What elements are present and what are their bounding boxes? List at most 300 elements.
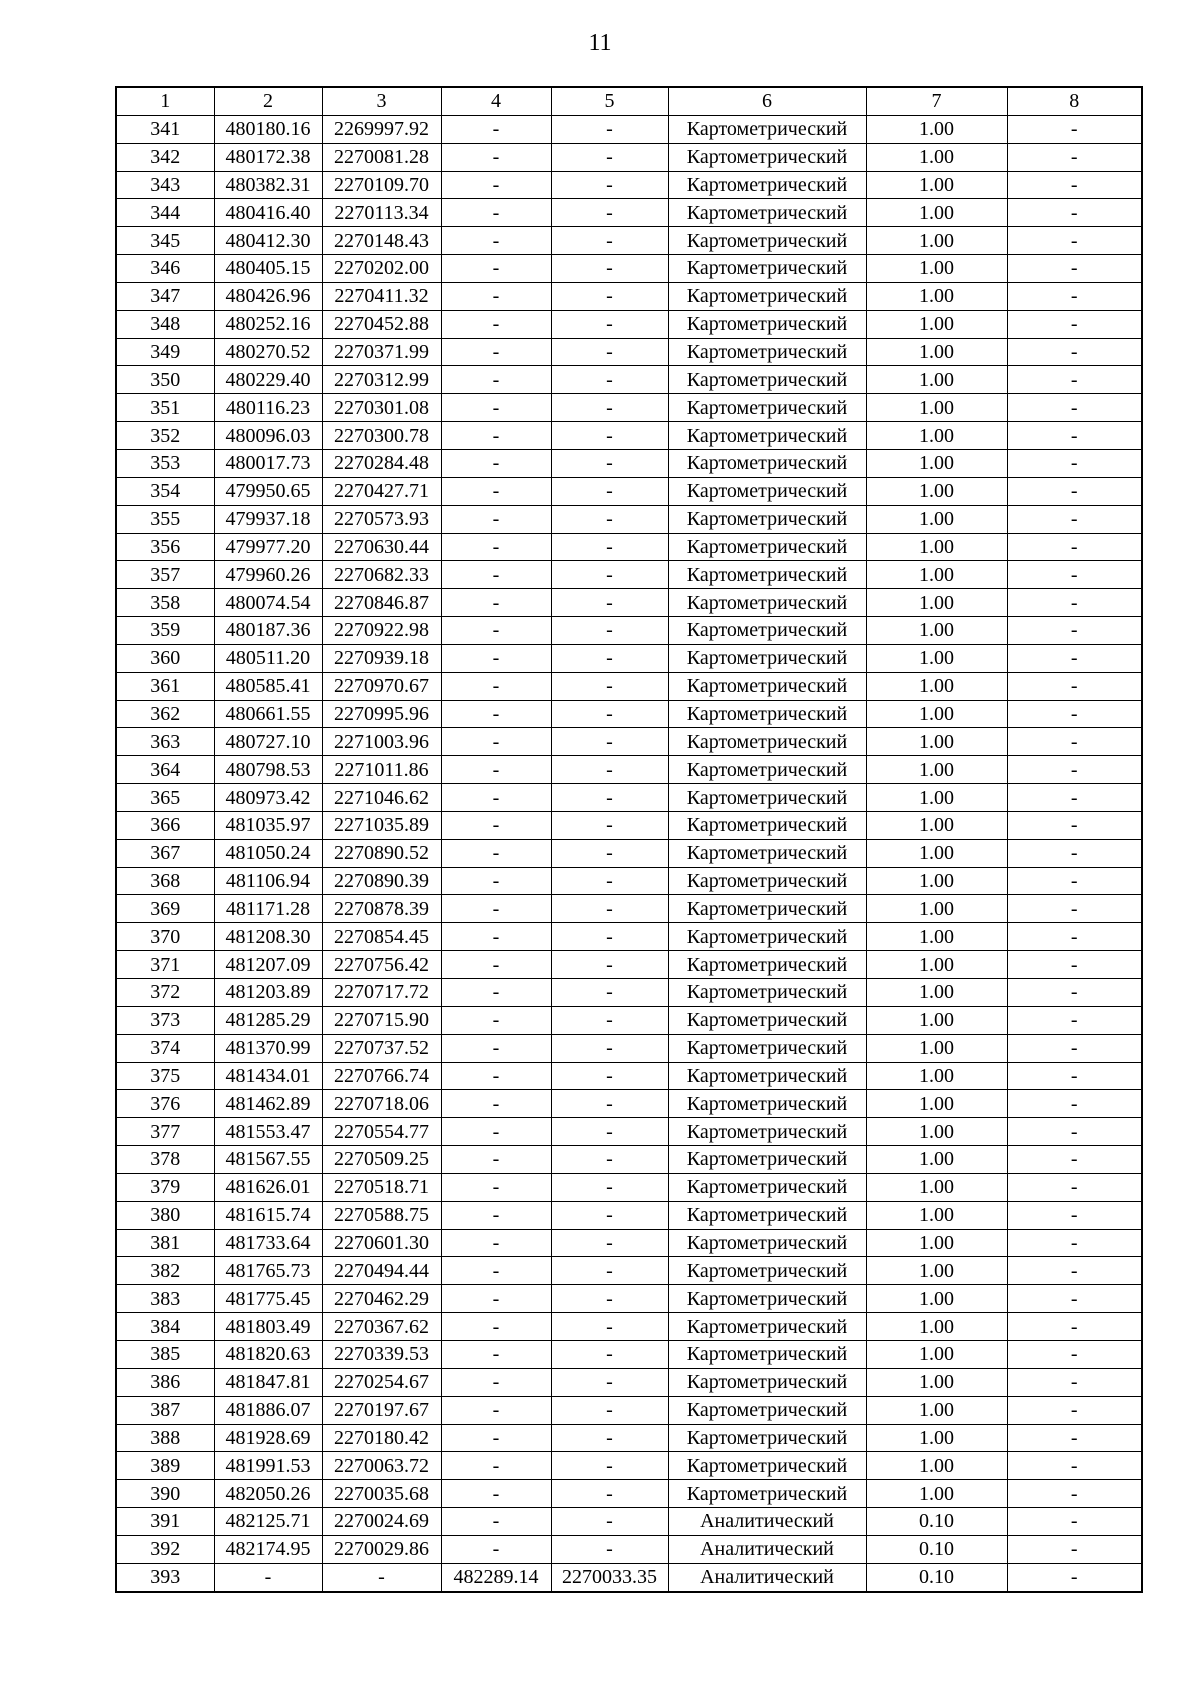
note-cell: - <box>1007 449 1142 477</box>
y-new-coordinate-cell: - <box>551 199 668 227</box>
table-row <box>116 867 1142 895</box>
y-coordinate-cell: - <box>322 1563 441 1591</box>
note-cell: - <box>1007 784 1142 812</box>
x-coordinate-cell: 482174.95 <box>214 1535 322 1563</box>
table-row <box>116 338 1142 366</box>
accuracy-cell: 0.10 <box>866 1535 1007 1563</box>
table-row <box>116 1480 1142 1508</box>
x-coordinate-cell: 480798.53 <box>214 756 322 784</box>
method-cell: Картометрический <box>668 1146 866 1174</box>
note-cell: - <box>1007 310 1142 338</box>
table-row <box>116 644 1142 672</box>
table-row <box>116 227 1142 255</box>
method-cell: Картометрический <box>668 923 866 951</box>
x-new-coordinate-cell: - <box>441 1340 551 1368</box>
note-cell: - <box>1007 394 1142 422</box>
method-cell: Картометрический <box>668 1480 866 1508</box>
y-coordinate-cell: 2270718.06 <box>322 1090 441 1118</box>
x-coordinate-cell: 481928.69 <box>214 1424 322 1452</box>
note-cell: - <box>1007 1508 1142 1536</box>
table-body <box>116 115 1142 1591</box>
note-cell: - <box>1007 1480 1142 1508</box>
y-new-coordinate-cell: - <box>551 979 668 1007</box>
y-coordinate-cell: 2270284.48 <box>322 449 441 477</box>
y-coordinate-cell: 2270630.44 <box>322 533 441 561</box>
x-coordinate-cell: 482125.71 <box>214 1508 322 1536</box>
y-new-coordinate-cell: - <box>551 561 668 589</box>
y-new-coordinate-cell: - <box>551 505 668 533</box>
accuracy-cell: 1.00 <box>866 338 1007 366</box>
method-cell: Картометрический <box>668 756 866 784</box>
y-new-coordinate-cell: - <box>551 477 668 505</box>
y-new-coordinate-cell: - <box>551 589 668 617</box>
accuracy-cell: 1.00 <box>866 1062 1007 1090</box>
y-new-coordinate-cell: - <box>551 310 668 338</box>
accuracy-cell: 1.00 <box>866 784 1007 812</box>
note-cell: - <box>1007 1229 1142 1257</box>
table-row <box>116 839 1142 867</box>
y-coordinate-cell: 2270081.28 <box>322 143 441 171</box>
note-cell: - <box>1007 1368 1142 1396</box>
y-new-coordinate-cell: - <box>551 895 668 923</box>
method-cell: Картометрический <box>668 1452 866 1480</box>
x-coordinate-cell: 481208.30 <box>214 923 322 951</box>
y-new-coordinate-cell: - <box>551 756 668 784</box>
table-row <box>116 895 1142 923</box>
x-new-coordinate-cell: 482289.14 <box>441 1563 551 1591</box>
x-coordinate-cell: 480074.54 <box>214 589 322 617</box>
note-cell: - <box>1007 923 1142 951</box>
table-row <box>116 1340 1142 1368</box>
point-number-cell: 347 <box>116 282 214 310</box>
x-coordinate-cell: 480187.36 <box>214 617 322 645</box>
x-coordinate-cell: 480661.55 <box>214 700 322 728</box>
y-coordinate-cell: 2270518.71 <box>322 1173 441 1201</box>
point-number-cell: 392 <box>116 1535 214 1563</box>
method-cell: Картометрический <box>668 1034 866 1062</box>
x-coordinate-cell: 481733.64 <box>214 1229 322 1257</box>
note-cell: - <box>1007 811 1142 839</box>
accuracy-cell: 1.00 <box>866 1340 1007 1368</box>
y-coordinate-cell: 2271035.89 <box>322 811 441 839</box>
method-cell: Картометрический <box>668 449 866 477</box>
column-header-4: 4 <box>441 87 551 115</box>
y-new-coordinate-cell: - <box>551 1173 668 1201</box>
x-coordinate-cell: 480172.38 <box>214 143 322 171</box>
y-coordinate-cell: 2270890.39 <box>322 867 441 895</box>
note-cell: - <box>1007 1285 1142 1313</box>
table-row <box>116 143 1142 171</box>
y-new-coordinate-cell: - <box>551 811 668 839</box>
accuracy-cell: 0.10 <box>866 1563 1007 1591</box>
accuracy-cell: 1.00 <box>866 1257 1007 1285</box>
x-coordinate-cell: 480180.16 <box>214 115 322 143</box>
method-cell: Картометрический <box>668 700 866 728</box>
column-header-2: 2 <box>214 87 322 115</box>
table-row <box>116 1563 1142 1591</box>
point-number-cell: 376 <box>116 1090 214 1118</box>
x-new-coordinate-cell: - <box>441 1062 551 1090</box>
y-new-coordinate-cell: - <box>551 923 668 951</box>
accuracy-cell: 1.00 <box>866 811 1007 839</box>
y-new-coordinate-cell: - <box>551 867 668 895</box>
y-coordinate-cell: 2270024.69 <box>322 1508 441 1536</box>
note-cell: - <box>1007 477 1142 505</box>
note-cell: - <box>1007 143 1142 171</box>
method-cell: Картометрический <box>668 255 866 283</box>
y-coordinate-cell: 2270766.74 <box>322 1062 441 1090</box>
point-number-cell: 353 <box>116 449 214 477</box>
point-number-cell: 349 <box>116 338 214 366</box>
method-cell: Картометрический <box>668 366 866 394</box>
y-new-coordinate-cell: - <box>551 1201 668 1229</box>
method-cell: Аналитический <box>668 1508 866 1536</box>
y-coordinate-cell: 2270301.08 <box>322 394 441 422</box>
y-coordinate-cell: 2270682.33 <box>322 561 441 589</box>
accuracy-cell: 1.00 <box>866 672 1007 700</box>
method-cell: Картометрический <box>668 617 866 645</box>
table-row <box>116 533 1142 561</box>
x-new-coordinate-cell: - <box>441 1229 551 1257</box>
accuracy-cell: 0.10 <box>866 1508 1007 1536</box>
accuracy-cell: 1.00 <box>866 561 1007 589</box>
table-row <box>116 282 1142 310</box>
y-coordinate-cell: 2270970.67 <box>322 672 441 700</box>
point-number-cell: 380 <box>116 1201 214 1229</box>
method-cell: Картометрический <box>668 394 866 422</box>
note-cell: - <box>1007 1062 1142 1090</box>
method-cell: Картометрический <box>668 171 866 199</box>
accuracy-cell: 1.00 <box>866 394 1007 422</box>
table-row <box>116 449 1142 477</box>
accuracy-cell: 1.00 <box>866 255 1007 283</box>
table-row <box>116 1257 1142 1285</box>
table-row <box>116 255 1142 283</box>
note-cell: - <box>1007 255 1142 283</box>
point-number-cell: 350 <box>116 366 214 394</box>
x-new-coordinate-cell: - <box>441 1201 551 1229</box>
accuracy-cell: 1.00 <box>866 282 1007 310</box>
table-row <box>116 1424 1142 1452</box>
y-new-coordinate-cell: - <box>551 839 668 867</box>
x-coordinate-cell: 480116.23 <box>214 394 322 422</box>
note-cell: - <box>1007 895 1142 923</box>
method-cell: Картометрический <box>668 895 866 923</box>
method-cell: Картометрический <box>668 477 866 505</box>
x-new-coordinate-cell: - <box>441 1173 551 1201</box>
accuracy-cell: 1.00 <box>866 1285 1007 1313</box>
page-number: 11 <box>588 30 612 56</box>
point-number-cell: 386 <box>116 1368 214 1396</box>
accuracy-cell: 1.00 <box>866 1480 1007 1508</box>
y-new-coordinate-cell: - <box>551 700 668 728</box>
note-cell: - <box>1007 366 1142 394</box>
method-cell: Картометрический <box>668 784 866 812</box>
y-new-coordinate-cell: - <box>551 1006 668 1034</box>
x-new-coordinate-cell: - <box>441 923 551 951</box>
y-coordinate-cell: 2270312.99 <box>322 366 441 394</box>
method-cell: Картометрический <box>668 1396 866 1424</box>
x-coordinate-cell: 480096.03 <box>214 422 322 450</box>
y-new-coordinate-cell: - <box>551 1146 668 1174</box>
note-cell: - <box>1007 756 1142 784</box>
x-coordinate-cell: 479937.18 <box>214 505 322 533</box>
accuracy-cell: 1.00 <box>866 1118 1007 1146</box>
accuracy-cell: 1.00 <box>866 1313 1007 1341</box>
y-coordinate-cell: 2270717.72 <box>322 979 441 1007</box>
y-new-coordinate-cell: - <box>551 784 668 812</box>
accuracy-cell: 1.00 <box>866 756 1007 784</box>
table-row <box>116 672 1142 700</box>
method-cell: Картометрический <box>668 1285 866 1313</box>
point-number-cell: 342 <box>116 143 214 171</box>
y-new-coordinate-cell: - <box>551 115 668 143</box>
y-coordinate-cell: 2269997.92 <box>322 115 441 143</box>
method-cell: Картометрический <box>668 1229 866 1257</box>
point-number-cell: 374 <box>116 1034 214 1062</box>
table-row <box>116 366 1142 394</box>
x-coordinate-cell: 480412.30 <box>214 227 322 255</box>
x-coordinate-cell: 479977.20 <box>214 533 322 561</box>
accuracy-cell: 1.00 <box>866 617 1007 645</box>
x-new-coordinate-cell: - <box>441 199 551 227</box>
x-new-coordinate-cell: - <box>441 839 551 867</box>
y-coordinate-cell: 2270601.30 <box>322 1229 441 1257</box>
y-coordinate-cell: 2270180.42 <box>322 1424 441 1452</box>
y-new-coordinate-cell: - <box>551 1313 668 1341</box>
y-new-coordinate-cell: - <box>551 1229 668 1257</box>
note-cell: - <box>1007 1201 1142 1229</box>
x-new-coordinate-cell: - <box>441 1090 551 1118</box>
note-cell: - <box>1007 422 1142 450</box>
x-new-coordinate-cell: - <box>441 533 551 561</box>
accuracy-cell: 1.00 <box>866 700 1007 728</box>
y-coordinate-cell: 2270715.90 <box>322 1006 441 1034</box>
point-number-cell: 371 <box>116 951 214 979</box>
accuracy-cell: 1.00 <box>866 867 1007 895</box>
note-cell: - <box>1007 672 1142 700</box>
point-number-cell: 383 <box>116 1285 214 1313</box>
x-new-coordinate-cell: - <box>441 366 551 394</box>
method-cell: Картометрический <box>668 282 866 310</box>
point-number-cell: 365 <box>116 784 214 812</box>
table-row <box>116 115 1142 143</box>
accuracy-cell: 1.00 <box>866 115 1007 143</box>
accuracy-cell: 1.00 <box>866 644 1007 672</box>
note-cell: - <box>1007 1090 1142 1118</box>
note-cell: - <box>1007 979 1142 1007</box>
accuracy-cell: 1.00 <box>866 951 1007 979</box>
method-cell: Картометрический <box>668 1118 866 1146</box>
y-new-coordinate-cell: - <box>551 1452 668 1480</box>
method-cell: Картометрический <box>668 199 866 227</box>
note-cell: - <box>1007 589 1142 617</box>
y-new-coordinate-cell: - <box>551 449 668 477</box>
method-cell: Картометрический <box>668 533 866 561</box>
x-new-coordinate-cell: - <box>441 1535 551 1563</box>
x-coordinate-cell: 481462.89 <box>214 1090 322 1118</box>
table-row <box>116 422 1142 450</box>
x-coordinate-cell: 480416.40 <box>214 199 322 227</box>
y-coordinate-cell: 2270148.43 <box>322 227 441 255</box>
accuracy-cell: 1.00 <box>866 477 1007 505</box>
point-number-cell: 364 <box>116 756 214 784</box>
method-cell: Картометрический <box>668 589 866 617</box>
point-number-cell: 368 <box>116 867 214 895</box>
x-coordinate-cell: 481803.49 <box>214 1313 322 1341</box>
x-coordinate-cell: 480973.42 <box>214 784 322 812</box>
y-coordinate-cell: 2270371.99 <box>322 338 441 366</box>
note-cell: - <box>1007 1146 1142 1174</box>
x-new-coordinate-cell: - <box>441 811 551 839</box>
accuracy-cell: 1.00 <box>866 839 1007 867</box>
point-number-cell: 348 <box>116 310 214 338</box>
note-cell: - <box>1007 561 1142 589</box>
y-coordinate-cell: 2271003.96 <box>322 728 441 756</box>
x-new-coordinate-cell: - <box>441 561 551 589</box>
point-number-cell: 359 <box>116 617 214 645</box>
table-row <box>116 617 1142 645</box>
y-coordinate-cell: 2270427.71 <box>322 477 441 505</box>
x-coordinate-cell: 481171.28 <box>214 895 322 923</box>
accuracy-cell: 1.00 <box>866 171 1007 199</box>
table-row <box>116 310 1142 338</box>
y-new-coordinate-cell: - <box>551 672 668 700</box>
method-cell: Картометрический <box>668 672 866 700</box>
x-coordinate-cell: 481106.94 <box>214 867 322 895</box>
column-header-5: 5 <box>551 87 668 115</box>
method-cell: Картометрический <box>668 728 866 756</box>
table-row <box>116 1201 1142 1229</box>
column-header-1: 1 <box>116 87 214 115</box>
x-new-coordinate-cell: - <box>441 1424 551 1452</box>
point-number-cell: 384 <box>116 1313 214 1341</box>
point-number-cell: 357 <box>116 561 214 589</box>
note-cell: - <box>1007 1535 1142 1563</box>
accuracy-cell: 1.00 <box>866 366 1007 394</box>
table-row <box>116 1146 1142 1174</box>
y-coordinate-cell: 2270939.18 <box>322 644 441 672</box>
point-number-cell: 390 <box>116 1480 214 1508</box>
x-new-coordinate-cell: - <box>441 171 551 199</box>
y-coordinate-cell: 2270197.67 <box>322 1396 441 1424</box>
column-header-7: 7 <box>866 87 1007 115</box>
point-number-cell: 363 <box>116 728 214 756</box>
y-new-coordinate-cell: - <box>551 1480 668 1508</box>
y-new-coordinate-cell: - <box>551 1062 668 1090</box>
note-cell: - <box>1007 700 1142 728</box>
y-new-coordinate-cell: - <box>551 171 668 199</box>
note-cell: - <box>1007 839 1142 867</box>
y-new-coordinate-cell: - <box>551 1424 668 1452</box>
x-new-coordinate-cell: - <box>441 255 551 283</box>
y-coordinate-cell: 2270411.32 <box>322 282 441 310</box>
method-cell: Картометрический <box>668 115 866 143</box>
table-row <box>116 1396 1142 1424</box>
x-new-coordinate-cell: - <box>441 394 551 422</box>
x-new-coordinate-cell: - <box>441 1313 551 1341</box>
note-cell: - <box>1007 1452 1142 1480</box>
y-new-coordinate-cell: - <box>551 394 668 422</box>
note-cell: - <box>1007 728 1142 756</box>
x-coordinate-cell: 481207.09 <box>214 951 322 979</box>
x-coordinate-cell: 481434.01 <box>214 1062 322 1090</box>
table-row <box>116 1118 1142 1146</box>
method-cell: Картометрический <box>668 561 866 589</box>
y-coordinate-cell: 2270035.68 <box>322 1480 441 1508</box>
method-cell: Картометрический <box>668 811 866 839</box>
accuracy-cell: 1.00 <box>866 1229 1007 1257</box>
point-number-cell: 367 <box>116 839 214 867</box>
y-new-coordinate-cell: - <box>551 1508 668 1536</box>
y-new-coordinate-cell: - <box>551 338 668 366</box>
table-row <box>116 1368 1142 1396</box>
y-new-coordinate-cell: - <box>551 728 668 756</box>
y-coordinate-cell: 2270509.25 <box>322 1146 441 1174</box>
x-new-coordinate-cell: - <box>441 867 551 895</box>
accuracy-cell: 1.00 <box>866 979 1007 1007</box>
x-new-coordinate-cell: - <box>441 951 551 979</box>
y-coordinate-cell: 2270737.52 <box>322 1034 441 1062</box>
table-row <box>116 1034 1142 1062</box>
table-row <box>116 1313 1142 1341</box>
x-new-coordinate-cell: - <box>441 227 551 255</box>
method-cell: Картометрический <box>668 422 866 450</box>
y-coordinate-cell: 2270878.39 <box>322 895 441 923</box>
y-new-coordinate-cell: - <box>551 1285 668 1313</box>
table-row <box>116 505 1142 533</box>
point-number-cell: 360 <box>116 644 214 672</box>
table-row <box>116 1006 1142 1034</box>
method-cell: Картометрический <box>668 1257 866 1285</box>
x-coordinate-cell: 481370.99 <box>214 1034 322 1062</box>
accuracy-cell: 1.00 <box>866 1396 1007 1424</box>
table-row <box>116 979 1142 1007</box>
x-new-coordinate-cell: - <box>441 282 551 310</box>
note-cell: - <box>1007 617 1142 645</box>
column-header-8: 8 <box>1007 87 1142 115</box>
y-new-coordinate-cell: - <box>551 227 668 255</box>
accuracy-cell: 1.00 <box>866 143 1007 171</box>
table-row <box>116 1062 1142 1090</box>
x-new-coordinate-cell: - <box>441 143 551 171</box>
point-number-cell: 341 <box>116 115 214 143</box>
table-row <box>116 811 1142 839</box>
point-number-cell: 355 <box>116 505 214 533</box>
x-new-coordinate-cell: - <box>441 1508 551 1536</box>
accuracy-cell: 1.00 <box>866 895 1007 923</box>
x-coordinate-cell: 480382.31 <box>214 171 322 199</box>
x-new-coordinate-cell: - <box>441 1368 551 1396</box>
x-coordinate-cell: 481765.73 <box>214 1257 322 1285</box>
method-cell: Картометрический <box>668 143 866 171</box>
x-new-coordinate-cell: - <box>441 422 551 450</box>
point-number-cell: 369 <box>116 895 214 923</box>
note-cell: - <box>1007 1173 1142 1201</box>
table-row <box>116 589 1142 617</box>
x-coordinate-cell: - <box>214 1563 322 1591</box>
point-number-cell: 356 <box>116 533 214 561</box>
method-cell: Картометрический <box>668 1201 866 1229</box>
x-new-coordinate-cell: - <box>441 115 551 143</box>
point-number-cell: 391 <box>116 1508 214 1536</box>
column-header-3: 3 <box>322 87 441 115</box>
accuracy-cell: 1.00 <box>866 1368 1007 1396</box>
accuracy-cell: 1.00 <box>866 1173 1007 1201</box>
table-row <box>116 923 1142 951</box>
y-new-coordinate-cell: - <box>551 644 668 672</box>
x-new-coordinate-cell: - <box>441 1480 551 1508</box>
